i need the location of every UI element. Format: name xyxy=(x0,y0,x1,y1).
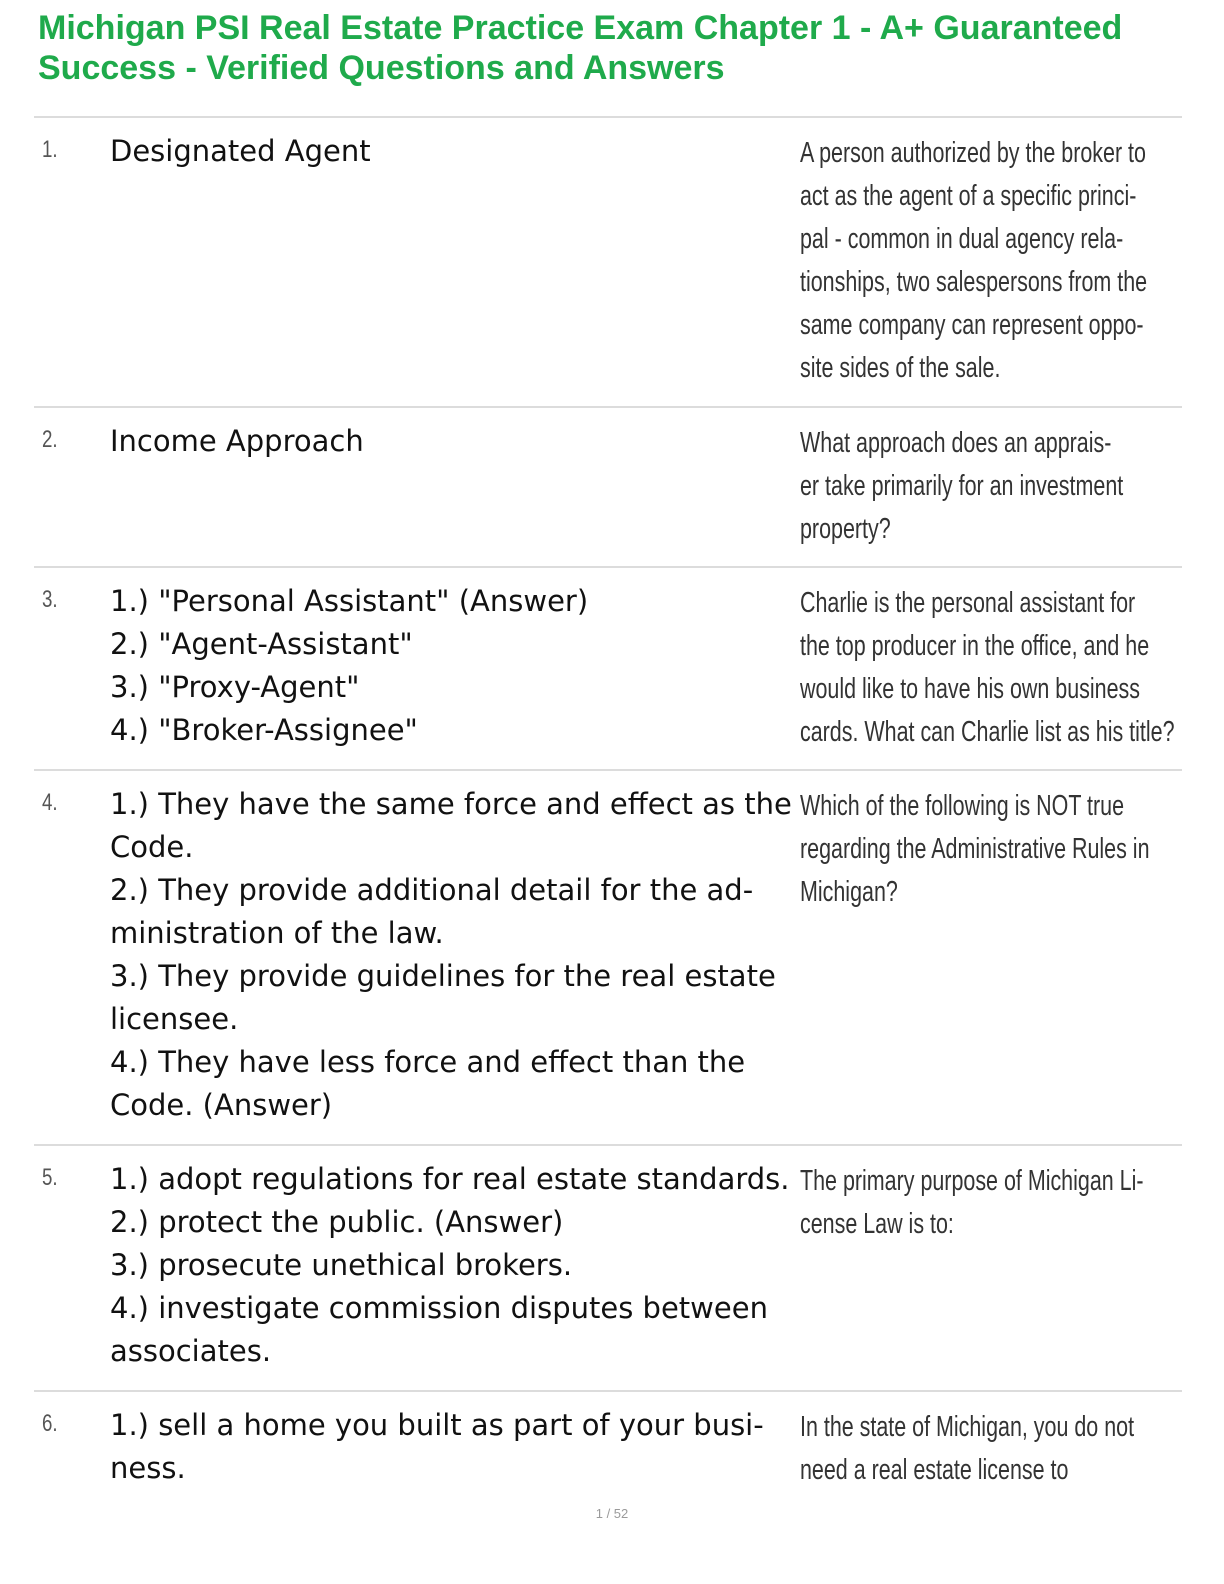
flashcard-row xyxy=(34,1144,1182,1390)
definition-line: site sides of the sale. xyxy=(800,352,1001,384)
page-number: 1 / 52 xyxy=(595,1506,629,1521)
flashcard-row xyxy=(34,769,1182,1144)
definition-line: Which of the following is NOT true xyxy=(800,790,1125,822)
definition-line: Michigan? xyxy=(800,876,898,908)
term-line: 3.) "Proxy-Agent" xyxy=(110,670,360,704)
term-line: Designated Agent xyxy=(110,134,371,168)
card-term xyxy=(110,420,800,463)
definition-line: tionships, two salespersons from the xyxy=(800,266,1148,298)
term-line: 2.) They provide additional detail for the ad- xyxy=(110,873,754,907)
card-number: 2. xyxy=(42,426,58,453)
card-definition xyxy=(800,1160,1155,1246)
card-term xyxy=(110,580,800,752)
term-line: 4.) investigate commission disputes between xyxy=(110,1291,768,1325)
definition-line: Charlie is the personal assistant for xyxy=(800,587,1136,619)
card-term xyxy=(110,1158,800,1373)
term-line: licensee. xyxy=(110,1002,239,1036)
definition-line: same company can represent oppo- xyxy=(800,309,1144,341)
term-line: ministration of the law. xyxy=(110,916,444,950)
term-line: 2.) protect the public. (Answer) xyxy=(110,1205,564,1239)
card-number: 4. xyxy=(42,789,58,816)
term-line: 3.) prosecute unethical brokers. xyxy=(110,1248,573,1282)
definition-line: cense Law is to: xyxy=(800,1208,954,1240)
document-title-line: Success - Verified Questions and Answers xyxy=(38,49,725,87)
card-term xyxy=(110,130,800,173)
term-line: 1.) adopt regulations for real estate standards. xyxy=(110,1162,790,1196)
card-definition xyxy=(800,785,1155,914)
definition-line: cards. What can Charlie list as his title? xyxy=(800,716,1175,748)
definition-line: pal - common in dual agency rela- xyxy=(800,223,1124,255)
term-line: 1.) "Personal Assistant" (Answer) xyxy=(110,584,589,618)
definition-line: would like to have his own business xyxy=(800,673,1140,705)
definition-line: er take primarily for an investment xyxy=(800,470,1124,502)
definition-line: The primary purpose of Michigan Li- xyxy=(800,1165,1144,1197)
definition-line: regarding the Administrative Rules in xyxy=(800,833,1150,865)
card-number: 6. xyxy=(42,1410,58,1437)
term-line: 4.) "Broker-Assignee" xyxy=(110,713,418,747)
term-line: 3.) They provide guidelines for the real estate xyxy=(110,959,776,993)
card-definition xyxy=(800,132,1155,390)
term-line: Code. xyxy=(110,830,194,864)
term-line: 4.) They have less force and effect than the xyxy=(110,1045,746,1079)
card-number: 1. xyxy=(42,136,58,163)
definition-line: need a real estate license to xyxy=(800,1454,1069,1486)
document-title-line: Michigan PSI Real Estate Practice Exam Chapter 1 - A+ Guaranteed xyxy=(38,9,1123,47)
flashcard-row xyxy=(34,116,1182,406)
definition-line: A person authorized by the broker to xyxy=(800,137,1146,169)
card-number: 3. xyxy=(42,586,58,613)
card-term xyxy=(110,1404,800,1490)
card-term xyxy=(110,783,800,1127)
term-line: Code. (Answer) xyxy=(110,1088,333,1122)
flashcard-row xyxy=(34,406,1182,566)
term-line: 1.) They have the same force and effect as the xyxy=(110,787,792,821)
term-line: Income Approach xyxy=(110,424,364,458)
card-number: 5. xyxy=(42,1164,58,1191)
flashcard-row xyxy=(34,566,1182,769)
definition-line: the top producer in the office, and he xyxy=(800,630,1150,662)
definition-line: property? xyxy=(800,513,891,545)
document-title xyxy=(38,8,1198,88)
term-line: associates. xyxy=(110,1334,272,1368)
term-line: 1.) sell a home you built as part of your busi- xyxy=(110,1408,764,1442)
flashcard-list xyxy=(34,116,1182,1540)
term-line: 2.) "Agent-Assistant" xyxy=(110,627,413,661)
card-definition xyxy=(800,422,1155,551)
definition-line: What approach does an apprais- xyxy=(800,427,1112,459)
card-definition xyxy=(800,1406,1155,1492)
card-definition xyxy=(800,582,1175,754)
term-line: ness. xyxy=(110,1451,186,1485)
definition-line: act as the agent of a specific princi- xyxy=(800,180,1137,212)
definition-line: In the state of Michigan, you do not xyxy=(800,1411,1135,1443)
